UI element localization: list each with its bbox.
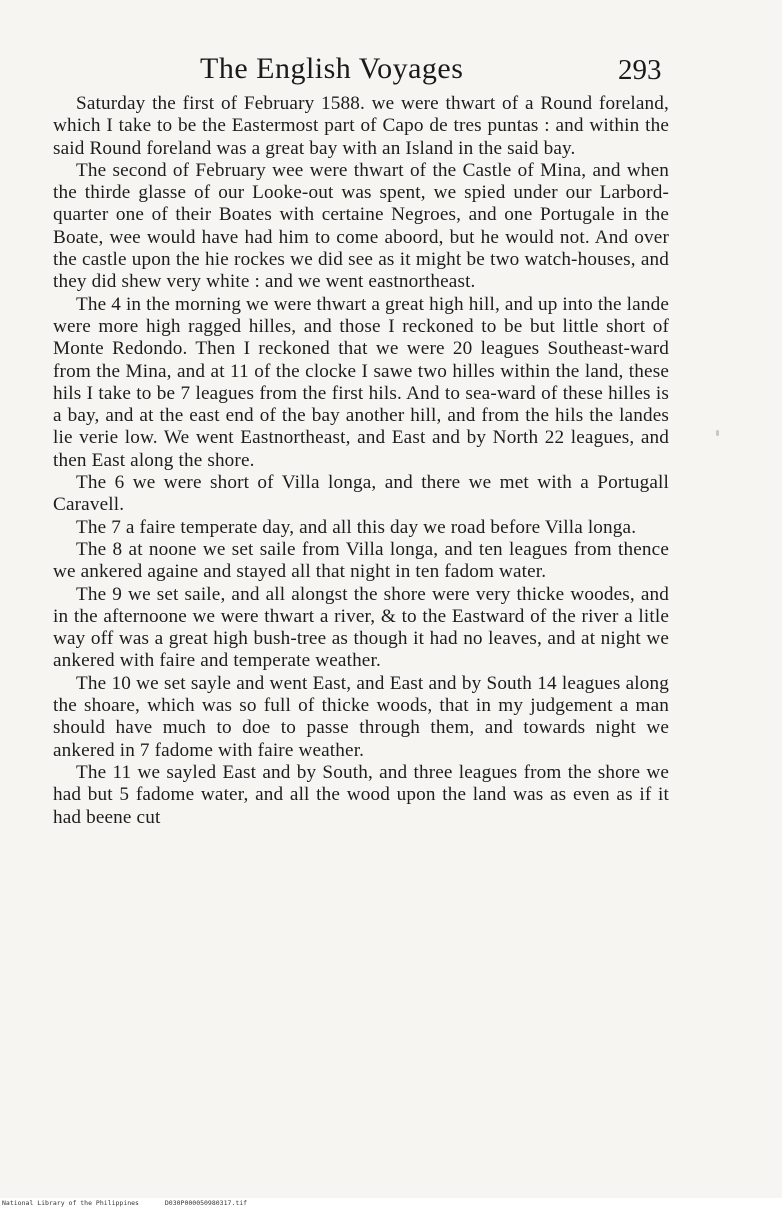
paragraph-feb-6: The 6 we were short of Villa longa, and there we met with a Portugall Caravell. bbox=[53, 472, 669, 516]
body-text bbox=[53, 93, 669, 829]
paragraph-feb-9: The 9 we set saile, and all alongst the shore were very thicke woodes, and in the afternoone we were thwart a river, & to the Eastward of the river a litle way off was a great high bush-tree as though it had no leaves, and at night we ankered with faire and temperate weather. bbox=[53, 583, 669, 672]
paragraph-feb-7: The 7 a faire temperate day, and all this day we road before Villa longa. bbox=[76, 516, 637, 538]
page-number: 293 bbox=[618, 54, 662, 86]
footer-library: National Library of the Philippines bbox=[2, 1199, 139, 1207]
paragraph-feb-1: Saturday the first of February 1588. we were thwart of a Round foreland, which I take to be the Eastermost part of Capo de tres puntas : and within the said Round foreland was a great bay with an Island in the said bay. bbox=[53, 93, 669, 159]
paragraph-feb-4: The 4 in the morning we were thwart a great high hill, and up into the lande were more high ragged hilles, and those I reckoned to be but little short of Monte Redondo. Then I reckoned that we were 20 leagues Southeast-ward from the Mina, and at 11 of the clocke I sawe two hilles within the land, these hils I take to be 7 leagues from the first hils. And to sea-ward of these hilles is a bay, and at the east end of the bay another hill, and from the hils the landes lie verie low. We went Eastnortheast, and East and by North 22 leagues, and then East along the shore. bbox=[53, 293, 669, 471]
running-title: The English Voyages bbox=[200, 52, 464, 85]
page-header bbox=[0, 52, 782, 96]
footer-file-id: D030P000050980317.tif bbox=[164, 1199, 248, 1207]
paragraph-feb-8: The 8 at noone we set saile from Villa longa, and ten leagues from thence we ankered againe and stayed all that night in ten fadom water. bbox=[53, 538, 669, 583]
paragraph-feb-11: The 11 we sayled East and by South, and three leagues from the shore we had but 5 fadome water, and all the wood upon the land was as even as if it had beene cut bbox=[53, 761, 669, 828]
paragraph-feb-2: The second of February wee were thwart of the Castle of Mina, and when the thirde glasse of our Looke-out was spent, we spied under our Larbord-quarter one of their Boates with certaine Negroes, and one Portugale in the Boate, wee would have had him to come aboord, but he would not. And over the castle upon the hie rockes we did see as it might be two watch-houses, and they did shew very white : and we went eastnortheast. bbox=[53, 159, 669, 293]
scan-speck bbox=[716, 430, 719, 436]
paragraph-feb-10: The 10 we set sayle and went East, and East and by South 14 leagues along the shoare, which was so full of thicke woods, that in my judgement a man should have much to doe to passe through them, and towards night we ankered in 7 fadome with faire weather. bbox=[53, 672, 669, 761]
scan-footer bbox=[2, 1199, 269, 1207]
